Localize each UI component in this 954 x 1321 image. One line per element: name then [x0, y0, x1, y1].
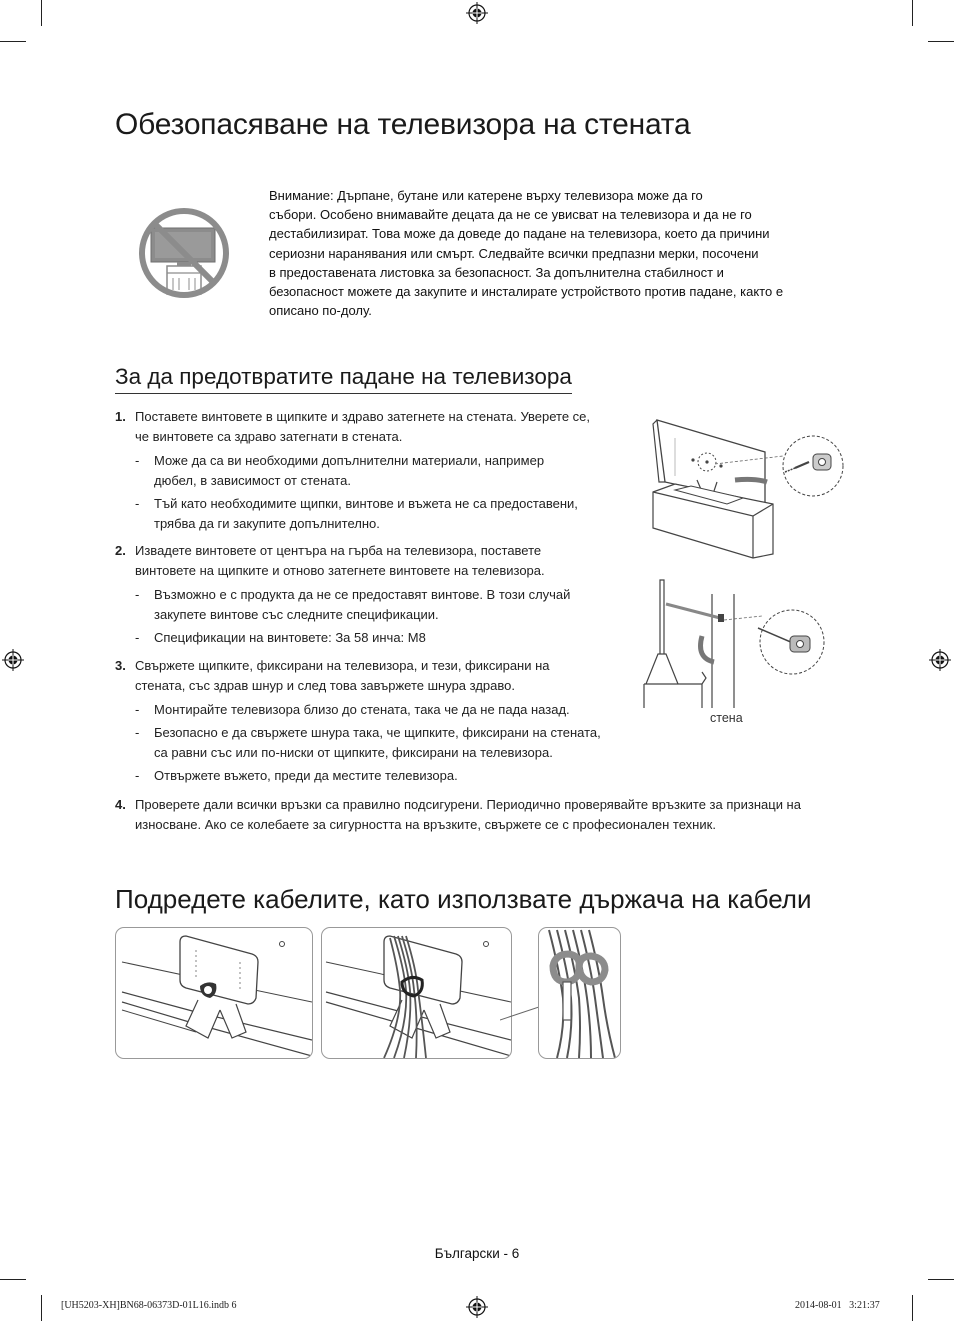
registration-mark-icon — [466, 1296, 488, 1318]
step-line: Свържете щипките, фиксирани на телевизора, и тези, фиксирани на — [135, 658, 550, 673]
bullet-dash: - — [135, 453, 140, 468]
tv-wall-cord-illustration — [640, 576, 830, 708]
sub-line: Монтирайте телевизора близо до стената, така че да не пада назад. — [154, 702, 570, 717]
cable-holder-with-cables-illustration — [322, 928, 511, 1058]
warning-line: в предоставената листовка за безопасност. За допълнителна стабилност и — [269, 264, 724, 280]
registration-mark-icon — [929, 649, 951, 671]
sub-line: трябва да ги закупите допълнително. — [154, 516, 380, 531]
wall-label: стена — [710, 711, 743, 725]
page-title: Обезопасяване на телевизора на стената — [115, 108, 691, 141]
crop-mark — [0, 1279, 26, 1280]
sub-line: Тъй като необходимите щипки, винтове и въжета не са предоставени, — [154, 496, 578, 511]
warning-line: безопасност можете да закупите и инсталирате устройството против падане, както е — [269, 284, 784, 300]
step-number: 1. — [115, 409, 126, 424]
crop-mark — [0, 41, 26, 42]
bullet-dash: - — [135, 702, 140, 717]
connector-line — [500, 1000, 542, 1024]
bullet-dash: - — [135, 768, 140, 783]
bullet-dash: - — [135, 630, 140, 645]
cable-bundle-closeup-illustration — [539, 928, 620, 1058]
cable-holder-panel-3 — [538, 927, 621, 1059]
step-number: 3. — [115, 658, 126, 673]
warning-line: описано по-долу. — [269, 303, 372, 319]
warning-line: Внимание: Дърпане, бутане или катерене върху телевизора може да го — [269, 188, 703, 203]
sub-line: Спецификации на винтовете: За 58 инча: M8 — [154, 630, 426, 645]
step-line: Поставете винтовете в щипките и здраво затегнете на стената. Уверете се, — [135, 409, 591, 424]
sub-line: дюбел, в зависимост от стената. — [154, 473, 351, 488]
sub-line: Безопасно е да свържете шнура така, че щипките, фиксирани на стената, — [154, 725, 601, 740]
warning-line: събори. Особено внимавайте децата да не се увисват на телевизора и да не го — [269, 207, 752, 223]
crop-mark — [912, 1295, 913, 1321]
registration-mark-icon — [466, 2, 488, 24]
section-heading-prevent-fall: За да предотвратите падане на телевизора — [115, 364, 572, 394]
sub-line: са равни със или по-ниски от щипките, фиксирани на телевизора. — [154, 745, 553, 760]
slug-file-info: [UH5203-XH]BN68-06373D-01L16.indb 6 — [61, 1300, 237, 1311]
crop-mark — [928, 41, 954, 42]
cable-holder-panel-1 — [115, 927, 313, 1059]
sub-line: закупете винтове със следните спецификации. — [154, 607, 439, 622]
sub-line: Възможно е с продукта да не се предоставят винтове. В този случай — [154, 587, 571, 602]
step-number: 4. — [115, 797, 126, 812]
crop-mark — [912, 0, 913, 26]
tv-back-clip-illustration — [645, 412, 845, 560]
step-line: че винтовете са здраво затегнати в стената. — [135, 429, 403, 444]
cable-holder-panel-2 — [321, 927, 512, 1059]
bullet-dash: - — [135, 587, 140, 602]
step-line: износване. Ако се колебаете за сигурността на връзките, свържете се с професионален техник. — [135, 817, 716, 832]
sub-line: Може да са ви необходими допълнителни материали, например — [154, 453, 545, 468]
warning-text — [269, 186, 829, 320]
crop-mark — [928, 1279, 954, 1280]
registration-mark-icon — [2, 649, 24, 671]
bullet-dash: - — [135, 725, 140, 740]
step-number: 2. — [115, 543, 126, 558]
sub-line: Отвържете въжето, преди да местите телевизора. — [154, 768, 458, 783]
no-climbing-tv-warning-icon — [137, 206, 231, 300]
warning-line: дестабилизират. Това може да доведе до падане на телевизора, което да причини — [269, 226, 770, 242]
cable-holder-empty-illustration — [116, 928, 312, 1058]
crop-mark — [41, 1295, 42, 1321]
crop-mark — [41, 0, 42, 26]
bullet-dash: - — [135, 496, 140, 511]
step-line: стената, със здрав шнур и след това завържете шнура здраво. — [135, 678, 515, 693]
warning-line: сериозни наранявания или смърт. Следвайте всички предпазни мерки, посочени — [269, 245, 759, 261]
section-heading-cable-holder: Подредете кабелите, като използвате държача на кабели — [115, 884, 812, 914]
page-footer: Български - 6 — [434, 1246, 520, 1261]
step-line: Проверете дали всички връзки са правилно подсигурени. Периодично проверявайте връзките за признаци на — [135, 797, 801, 812]
slug-date-time: 2014-08-01 3:21:37 — [795, 1300, 880, 1311]
step-line: Извадете винтовете от центъра на гърба на телевизора, поставете — [135, 543, 542, 558]
step-line: винтовете на щипките и отново затегнете винтовете на телевизора. — [135, 563, 545, 578]
